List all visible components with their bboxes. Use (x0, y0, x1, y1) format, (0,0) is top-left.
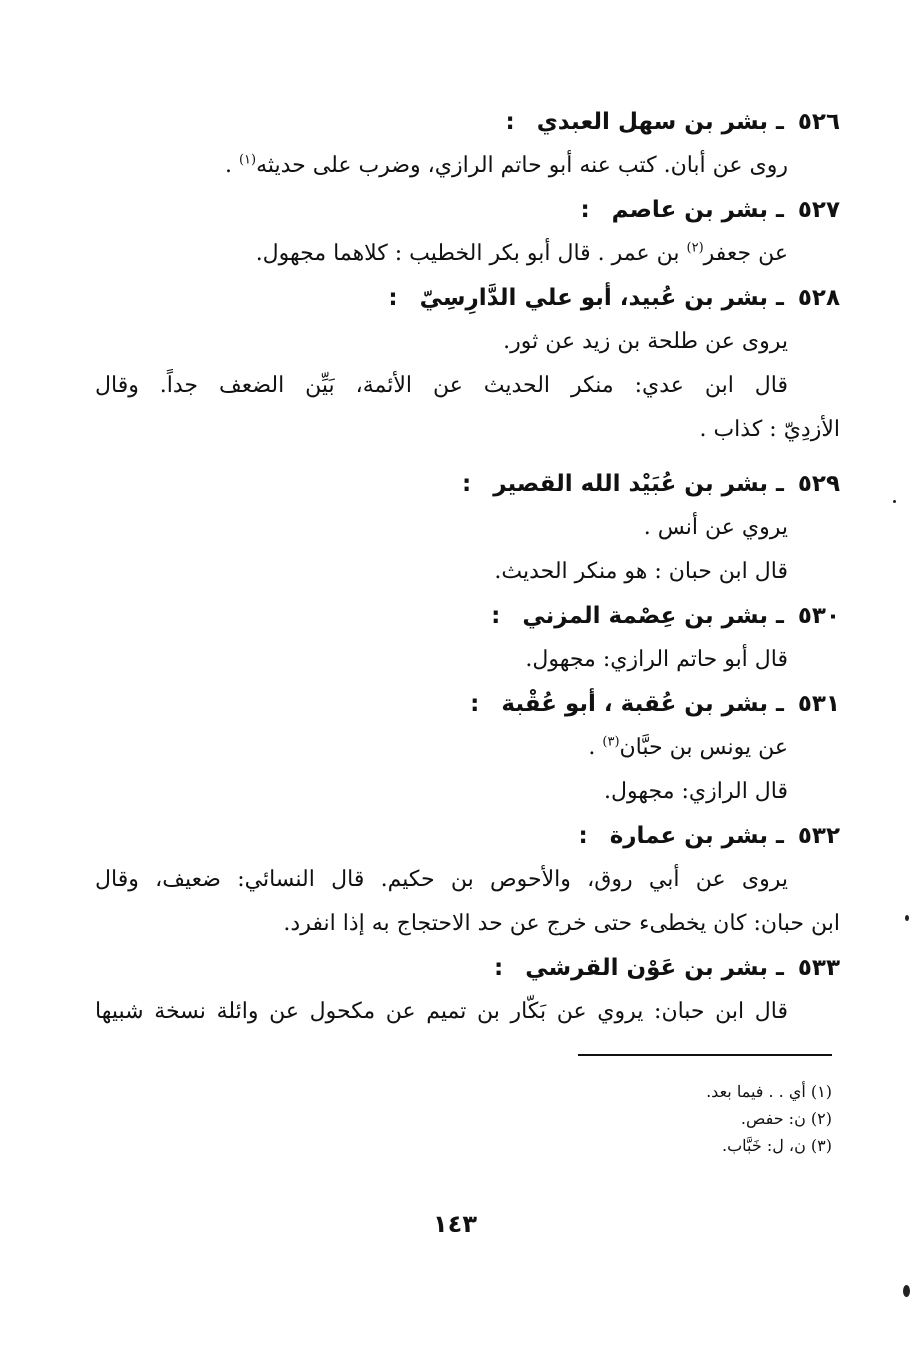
scan-speck (903, 1285, 910, 1297)
entry-line: قال الرازي: مجهول. (604, 779, 788, 804)
entry-heading: ٥٢٨ ـ بشر بن عُبيد، أبو علي الدَّارِسِيّ : (388, 285, 840, 311)
entry-number: ٥٣٢ (797, 823, 840, 849)
entry-533 (95, 946, 840, 1034)
entry-line: روى عن أبان. كتب عنه أبو حاتم الرازي، وضرب على حديثه$^{(١)}$ . (224, 152, 788, 178)
entry-line: عن يونس بن حبَّان$^{(٣)}$ . (588, 734, 788, 760)
scan-speck (893, 500, 896, 503)
entry-name: بشر بن سهل العبدي (536, 109, 768, 135)
entry-heading: ٥٢٧ ـ بشر بن عاصم : (580, 197, 840, 223)
entry-line: قال ابن حبان : هو منكر الحديث. (494, 559, 788, 584)
entry-name: بشر بن عمارة (609, 823, 768, 849)
entry-line: الأزدِيّ : كذاب . (699, 417, 840, 442)
entry-531 (95, 682, 840, 814)
entry-heading: ٥٢٦ ـ بشر بن سهل العبدي : (505, 109, 840, 135)
entry-number: ٥٣٣ (797, 955, 840, 981)
entry-line: قال ابن عدي: منكر الحديث عن الأئمة، بَيِّن الضعف جداً. وقال (95, 373, 788, 398)
scan-speck (905, 915, 909, 921)
footnote: (٢) ن: حفص. (740, 1109, 832, 1128)
entry-name: بشر بن عِصْمة المزني (522, 603, 768, 629)
footnote-ref: (١) (238, 152, 257, 168)
entry-number: ٥٢٨ (797, 285, 840, 311)
entry-number: ٥٣١ (797, 691, 840, 717)
entry-527 (95, 188, 840, 276)
entry-line: يروى عن طلحة بن زيد عن ثور. (503, 329, 788, 354)
footnotes (432, 1078, 832, 1159)
entry-number: ٥٣٠ (797, 603, 840, 629)
footnote-ref: (٣) (602, 734, 620, 750)
footnote-divider (578, 1054, 832, 1056)
entry-name: بشر بن عَوْن القرشي (525, 955, 768, 981)
entry-number: ٥٢٧ (797, 197, 840, 223)
entry-name: بشر بن عُقبة ، أبو عُقْبة (501, 691, 768, 717)
entry-line: يروي عن أنس . (643, 515, 788, 540)
entry-529 (95, 462, 840, 594)
footnote: (١) أي . . فيما بعد. (706, 1082, 832, 1101)
entry-526 (95, 100, 840, 188)
entry-line: قال ابن حبان: يروي عن بَكّار بن تميم عن مكحول عن وائلة نسخة شبيها (95, 999, 788, 1024)
page-body (95, 100, 840, 1034)
footnote: (٣) ن، ل: خَبَّاب. (721, 1136, 832, 1155)
entry-number: ٥٢٦ (797, 109, 840, 135)
entry-528 (95, 276, 840, 452)
entry-532 (95, 814, 840, 946)
entry-name: بشر بن عُبيد، أبو علي الدَّارِسِيّ (419, 285, 768, 311)
entry-heading: ٥٣١ ـ بشر بن عُقبة ، أبو عُقْبة : (470, 691, 840, 717)
entry-line: ابن حبان: كان يخطىء حتى خرج عن حد الاحتجاج به إذا انفرد. (283, 911, 840, 936)
footnote-ref: (٢) (686, 240, 704, 256)
entry-name: بشر بن عاصم (611, 197, 768, 223)
entry-line: عن جعفر$^{(٢)}$ بن عمر . قال أبو بكر الخطيب : كلاهما مجهول. (255, 240, 788, 266)
entry-line: قال أبو حاتم الرازي: مجهول. (525, 647, 788, 672)
entry-heading: ٥٣٠ ـ بشر بن عِصْمة المزني : (491, 603, 840, 629)
entry-heading: ٥٣٣ ـ بشر بن عَوْن القرشي : (494, 955, 840, 981)
entry-530 (95, 594, 840, 682)
entry-heading: ٥٣٢ ـ بشر بن عمارة : (578, 823, 840, 849)
entry-line: يروى عن أبي روق، والأحوص بن حكيم. قال النسائي: ضعيف، وقال (95, 867, 788, 892)
entry-heading: ٥٢٩ ـ بشر بن عُبَيْد الله القصير : (461, 471, 840, 497)
page-number: ١٤٣ (433, 1210, 477, 1238)
entry-name: بشر بن عُبَيْد الله القصير (493, 471, 768, 497)
entry-number: ٥٢٩ (797, 471, 840, 497)
